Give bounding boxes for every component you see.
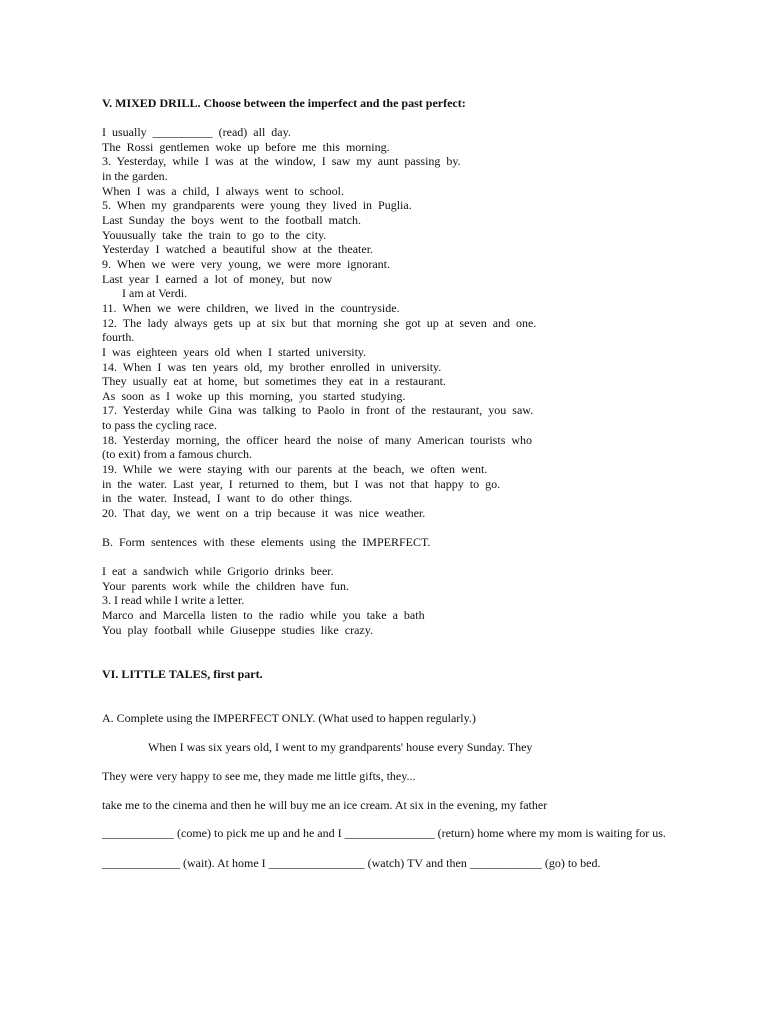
section-b-heading: B. Form sentences with these elements using the IMPERFECT. [102, 535, 431, 549]
sentence-line: I eat a sandwich while Grigorio drinks beer. [102, 564, 334, 578]
drill-line: in the water. Instead, I want to do other things. [102, 491, 353, 505]
sentence-line: Marco and Marcella listen to the radio while you take a bath [102, 608, 425, 622]
drill-line: 9. When we were very young, we were more ignorant. [102, 257, 391, 271]
section-vi-heading: VI. LITTLE TALES, first part. [102, 667, 263, 681]
drill-line: in the garden. [102, 169, 168, 183]
drill-line: 17. Yesterday while Gina was talking to Paolo in front of the restaurant, you saw. [102, 403, 534, 417]
sentence-line: Your parents work while the children have fun. [102, 579, 350, 593]
section-v-heading: V. MIXED DRILL. Choose between the imperfect and the past perfect: [102, 96, 466, 110]
drill-line: in the water. Last year, I returned to them, but I was not that happy to go. [102, 477, 501, 491]
tale-line: _____________ (wait). At home I ________________ (watch) TV and then ____________ (go) to bed. [102, 856, 601, 870]
drill-line: 5. When my grandparents were young they lived in Puglia. [102, 198, 412, 212]
drill-line: to pass the cycling race. [102, 418, 217, 432]
drill-line: 14. When I was ten years old, my brother enrolled in university. [102, 360, 442, 374]
drill-line: 11. When we were children, we lived in the countryside. [102, 301, 400, 315]
drill-line: As soon as I woke up this morning, you started studying. [102, 389, 406, 403]
tale-line: When I was six years old, I went to my grandparents' house every Sunday. They [148, 740, 533, 754]
sentence-line: You play football while Giuseppe studies like crazy. [102, 623, 373, 637]
tale-instruction: A. Complete using the IMPERFECT ONLY. (What used to happen regularly.) [102, 711, 476, 725]
drill-line: Last year I earned a lot of money, but now [102, 272, 333, 286]
tale-line: ____________ (come) to pick me up and he and I _______________ (return) home where my mom is waiting for us. [102, 826, 666, 840]
drill-line: I was eighteen years old when I started university. [102, 345, 367, 359]
tale-line: They were very happy to see me, they made me little gifts, they... [102, 769, 416, 783]
drill-line: (to exit) from a famous church. [102, 447, 252, 461]
drill-line: 20. That day, we went on a trip because it was nice weather. [102, 506, 426, 520]
tale-line: take me to the cinema and then he will buy me an ice cream. At six in the evening, my father [102, 798, 548, 812]
drill-line: When I was a child, I always went to school. [102, 184, 344, 198]
drill-line: fourth. [102, 330, 135, 344]
drill-line: 3. Yesterday, while I was at the window, I saw my aunt passing by. [102, 154, 461, 168]
drill-line: 12. The lady always gets up at six but that morning she got up at seven and one. [102, 316, 537, 330]
sentence-line: 3. I read while I write a letter. [102, 593, 245, 607]
drill-line: I usually __________ (read) all day. [102, 125, 291, 139]
drill-line: 18. Yesterday morning, the officer heard the noise of many American tourists who [102, 433, 533, 447]
drill-line: I am at Verdi. [122, 286, 188, 300]
drill-line: 19. While we were staying with our parents at the beach, we often went. [102, 462, 488, 476]
drill-line: Last Sunday the boys went to the football match. [102, 213, 361, 227]
drill-line: They usually eat at home, but sometimes they eat in a restaurant. [102, 374, 446, 388]
drill-line: The Rossi gentlemen woke up before me this morning. [102, 140, 390, 154]
drill-line: Yesterday I watched a beautiful show at the theater. [102, 242, 374, 256]
drill-line: Youusually take the train to go to the city. [102, 228, 327, 242]
